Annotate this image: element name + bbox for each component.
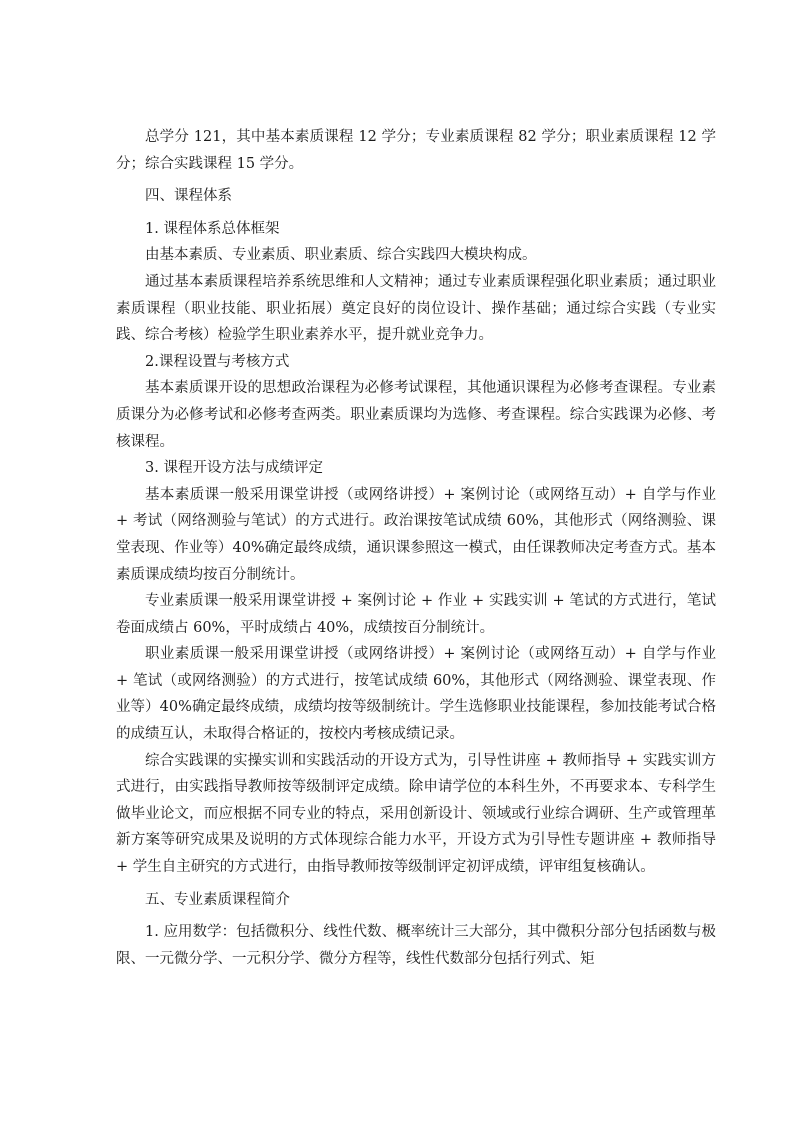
basic-quality-paragraph: 基本素质课一般采用课堂讲授（或网络讲授）+ 案例讨论（或网络互动）+ 自学与作业 + 考试（网络测验与笔试）的方式进行。政治课按笔试成绩 60%，其他形式（网络测验、课堂表现、作业等）40%确定最终成绩，通识课参照这一模式，由任课教师决定考查方式。基本素质课成绩均按百分制统计。 <box>116 486 716 583</box>
course-setup-paragraph: 基本素质课开设的思想政治课程为必修考试课程，其他通识课程为必修考查课程。专业素质课分为必修考试和必修考查两类。职业素质课均为选修、考查课程。综合实践课为必修、考核课程。 <box>116 380 716 450</box>
subheading-overall-framework: 1. 课程体系总体框架 <box>145 220 280 237</box>
applied-math-paragraph: 1. 应用数学：包括微积分、线性代数、概率统计三大部分，其中微积分部分包括函数与极限、一元微分学、一元积分学、微分方程等，线性代数部分包括行列式、矩 <box>116 924 716 967</box>
subheading-course-setup: 2.课程设置与考核方式 <box>145 353 290 370</box>
framework-detail-paragraph: 通过基本素质课程培养系统思维和人文精神；通过专业素质课程强化职业素质；通过职业素质课程（职业技能、职业拓展）奠定良好的岗位设计、操作基础；通过综合实践（专业实践、综合考核）检验学生职业素养水平，提升就业竞争力。 <box>116 273 716 344</box>
section-heading-curriculum-system: 四、课程体系 <box>145 188 232 205</box>
document-body <box>116 124 716 972</box>
section-heading-course-intro: 五、专业素质课程简介 <box>145 891 290 908</box>
framework-paragraph: 由基本素质、专业素质、职业素质、综合实践四大模块构成。 <box>145 247 537 264</box>
professional-quality-paragraph: 专业素质课一般采用课堂讲授 + 案例讨论 + 作业 + 实践实训 + 笔试的方式进行，笔试卷面成绩占 60%，平时成绩占 40%，成绩按百分制统计。 <box>116 593 716 636</box>
vocational-quality-paragraph: 职业素质课一般采用课堂讲授（或网络讲授）+ 案例讨论（或网络互动）+ 自学与作业 + 笔试（或网络测验）的方式进行，按笔试成绩 60%，其他形式（网络测验、课堂表现、作业等）40%确定最终成绩，成绩均按等级制统计。学生选修职业技能课程，参加技能考试合格的成绩互认，未取得合格证的，按校内考核成绩记录。 <box>116 646 716 743</box>
practice-paragraph: 综合实践课的实操实训和实践活动的开设方式为，引导性讲座 + 教师指导 + 实践实训方式进行，由实践指导教师按等级制评定成绩。除申请学位的本科生外，不再要求本、专科学生做毕业论文，而应根据不同专业的特点，采用创新设计、领域或行业综合调研、生产或管理革新方案等研究成果及说明的方式体现综合能力水平，开设方式为引导性专题讲座 + 教师指导 + 学生自主研究的方式进行，由指导教师按等级制评定初评成绩，评审组复核确认。 <box>116 752 716 876</box>
subheading-teaching-methods: 3. 课程开设方法与成绩评定 <box>145 460 323 477</box>
credit-summary-paragraph: 总学分 121，其中基本素质课程 12 学分；专业素质课程 82 学分；职业素质课程 12 学分；综合实践课程 15 学分。 <box>116 129 716 172</box>
